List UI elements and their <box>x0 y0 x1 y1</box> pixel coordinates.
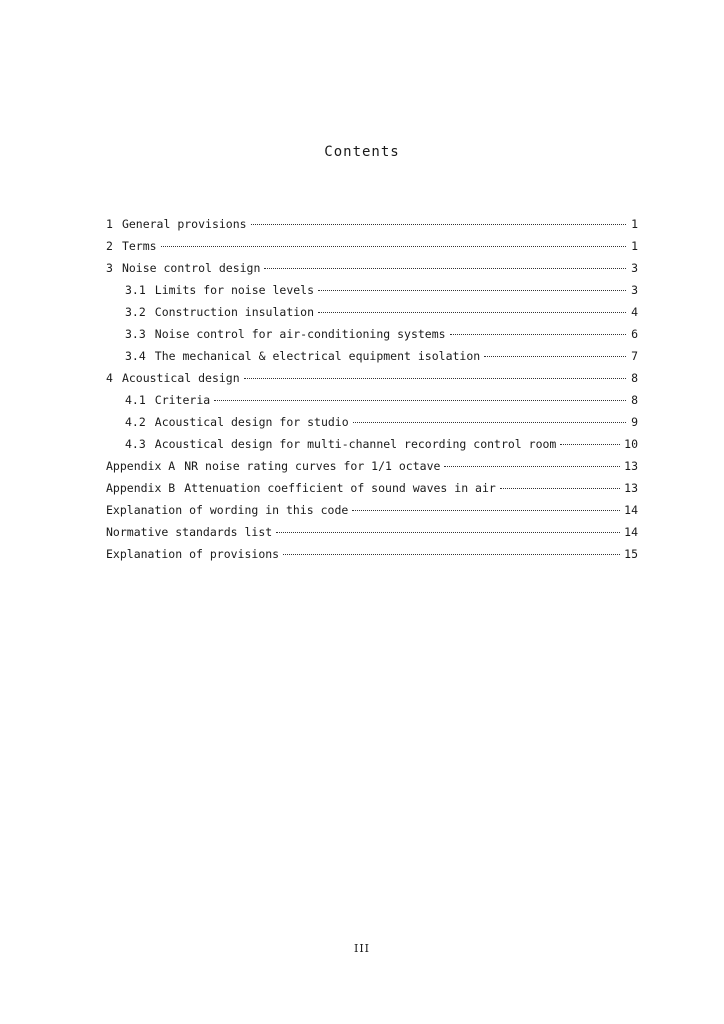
dot-leader <box>251 224 626 225</box>
toc-entry-label: Explanation of provisions <box>106 547 280 561</box>
toc-entry[interactable] <box>106 543 638 565</box>
toc-entry-number: 3.3 <box>125 327 146 341</box>
toc-entry-label: Acoustical design for studio <box>154 415 349 429</box>
dot-leader <box>352 510 620 511</box>
toc-entry-number: 4.2 <box>125 415 146 429</box>
dot-leader <box>264 268 626 269</box>
dot-leader <box>244 378 626 379</box>
toc-entry[interactable] <box>106 279 638 301</box>
toc-entry-page: 1 <box>631 217 638 231</box>
page-number-footer: III <box>353 942 371 955</box>
toc-entry-label: Criteria <box>154 393 211 407</box>
toc-entry[interactable] <box>106 455 638 477</box>
toc-entry-page: 6 <box>631 327 638 341</box>
table-of-contents <box>106 213 638 565</box>
toc-entry[interactable] <box>106 213 638 235</box>
toc-entry-label: Normative standards list <box>106 525 273 539</box>
dot-leader <box>444 466 620 467</box>
toc-entry-page: 14 <box>624 503 638 517</box>
dot-leader <box>161 246 626 247</box>
dot-leader <box>500 488 620 489</box>
toc-entry-page: 14 <box>624 525 638 539</box>
toc-entry-page: 3 <box>631 283 638 297</box>
dot-leader <box>318 312 626 313</box>
toc-entry-page: 1 <box>631 239 638 253</box>
toc-entry-number: 1 <box>106 217 113 231</box>
toc-entry-label: Terms <box>121 239 157 253</box>
toc-entry-number: 3.1 <box>125 283 146 297</box>
toc-entry-page: 4 <box>631 305 638 319</box>
toc-entry-page: 15 <box>624 547 638 561</box>
toc-entry-number: Appendix A <box>106 459 176 473</box>
toc-entry[interactable] <box>106 411 638 433</box>
dot-leader <box>276 532 620 533</box>
toc-entry-label: NR noise rating curves for 1/1 octave <box>184 459 441 473</box>
toc-entry[interactable] <box>106 521 638 543</box>
toc-entry-number: 4.1 <box>125 393 146 407</box>
toc-entry-number: 3.4 <box>125 349 146 363</box>
toc-entry-page: 9 <box>631 415 638 429</box>
dot-leader <box>318 290 626 291</box>
toc-entry-label: General provisions <box>121 217 247 231</box>
dot-leader <box>214 400 626 401</box>
toc-entry-number: 4 <box>106 371 113 385</box>
toc-entry[interactable] <box>106 345 638 367</box>
toc-entry[interactable] <box>106 499 638 521</box>
dot-leader <box>484 356 626 357</box>
toc-entry-label: Acoustical design for multi-channel recording control room <box>154 437 557 451</box>
toc-entry-page: 13 <box>624 459 638 473</box>
toc-entry-number: Appendix B <box>106 481 176 495</box>
toc-entry-page: 3 <box>631 261 638 275</box>
toc-entry-label: Explanation of wording in this code <box>106 503 349 517</box>
dot-leader <box>353 422 626 423</box>
toc-entry-number: 3.2 <box>125 305 146 319</box>
toc-entry[interactable] <box>106 235 638 257</box>
toc-entry-page: 8 <box>631 393 638 407</box>
dot-leader <box>283 554 620 555</box>
page-title: Contents <box>324 144 400 160</box>
toc-entry-number: 3 <box>106 261 113 275</box>
toc-entry-label: Limits for noise levels <box>154 283 315 297</box>
dot-leader <box>560 444 620 445</box>
toc-entry[interactable] <box>106 433 638 455</box>
toc-entry-label: Construction insulation <box>154 305 315 319</box>
toc-entry-label: Attenuation coefficient of sound waves in air <box>184 481 496 495</box>
toc-entry-label: Noise control design <box>121 261 261 275</box>
toc-entry-label: Acoustical design <box>121 371 240 385</box>
toc-entry[interactable] <box>106 389 638 411</box>
toc-entry-page: 13 <box>624 481 638 495</box>
toc-entry[interactable] <box>106 367 638 389</box>
toc-entry[interactable] <box>106 477 638 499</box>
toc-entry-label: The mechanical & electrical equipment isolation <box>154 349 481 363</box>
toc-entry[interactable] <box>106 257 638 279</box>
toc-entry-page: 10 <box>624 437 638 451</box>
toc-entry-page: 8 <box>631 371 638 385</box>
toc-entry-page: 7 <box>631 349 638 363</box>
toc-entry-number: 2 <box>106 239 113 253</box>
toc-entry[interactable] <box>106 323 638 345</box>
toc-entry-number: 4.3 <box>125 437 146 451</box>
toc-entry[interactable] <box>106 301 638 323</box>
dot-leader <box>450 334 626 335</box>
toc-entry-label: Noise control for air-conditioning systems <box>154 327 446 341</box>
